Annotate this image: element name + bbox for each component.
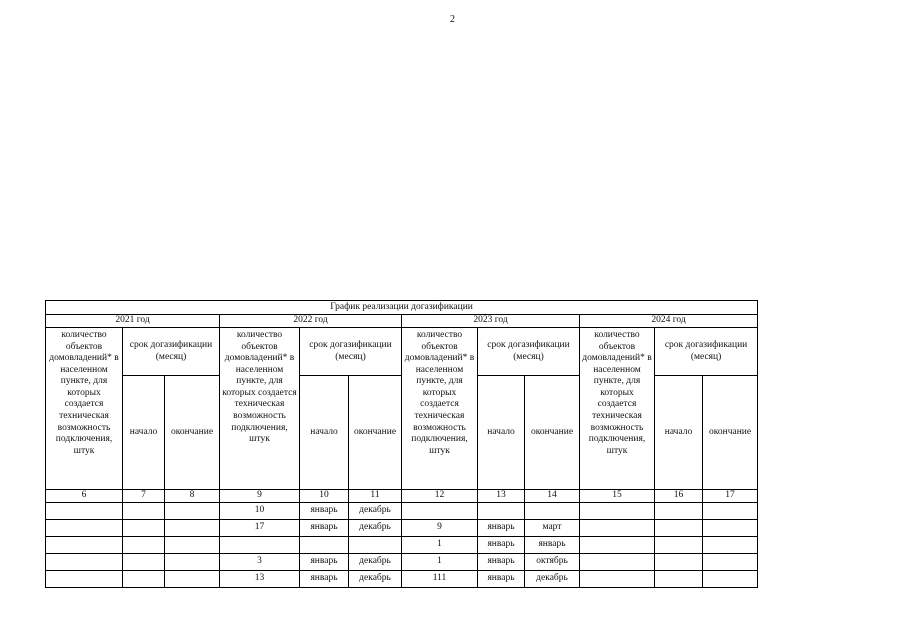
table-cell	[655, 502, 703, 519]
table-cell	[46, 519, 123, 536]
end-header-2024: окончание	[703, 376, 758, 490]
start-header-2022: начало	[300, 376, 349, 490]
table-cell	[580, 553, 655, 570]
table-cell	[46, 553, 123, 570]
table-cell	[402, 502, 478, 519]
table-cell: 13	[220, 570, 300, 587]
column-number: 11	[349, 490, 402, 503]
table-cell: январь	[478, 570, 525, 587]
table-body	[46, 502, 758, 587]
table-cell	[300, 536, 349, 553]
year-2022-header: 2022 год	[220, 315, 402, 328]
table-cell	[703, 502, 758, 519]
column-number: 7	[123, 490, 165, 503]
table-cell	[123, 553, 165, 570]
period-header-2022: срок догазификации (месяц)	[300, 328, 402, 376]
table-row	[46, 570, 758, 587]
table-cell	[478, 502, 525, 519]
table-cell	[123, 519, 165, 536]
table-cell	[165, 536, 220, 553]
table-cell	[580, 519, 655, 536]
column-number-row	[46, 490, 758, 503]
table-cell	[123, 536, 165, 553]
table-cell: январь	[300, 570, 349, 587]
table-cell	[123, 570, 165, 587]
table-cell	[46, 502, 123, 519]
count-header-2023: количество объектов домовладений* в населенном пункте, для которых создается техническая возможность подключения, штук	[402, 328, 478, 490]
table-cell	[703, 536, 758, 553]
table-cell	[46, 570, 123, 587]
column-number: 10	[300, 490, 349, 503]
count-header-2022: количество объектов домовладений* в населенном пункте, для которых создается техническая возможность подключения, штук	[220, 328, 300, 490]
column-number: 13	[478, 490, 525, 503]
column-number: 8	[165, 490, 220, 503]
dogazification-schedule-table	[45, 300, 758, 588]
period-header-2024: срок догазификации (месяц)	[655, 328, 758, 376]
table-cell	[703, 519, 758, 536]
table-cell	[165, 519, 220, 536]
table-cell	[525, 502, 580, 519]
period-header-2021: срок догазификации (месяц)	[123, 328, 220, 376]
column-number: 12	[402, 490, 478, 503]
end-header-2022: окончание	[349, 376, 402, 490]
start-header-2023: начало	[478, 376, 525, 490]
table-cell: декабрь	[349, 553, 402, 570]
year-2023-header: 2023 год	[402, 315, 580, 328]
table-cell: январь	[478, 536, 525, 553]
count-header-2021: количество объектов домовладений* в населенном пункте, для которых создается техническая возможность подключения, штук	[46, 328, 123, 490]
table-cell: январь	[300, 519, 349, 536]
column-number: 15	[580, 490, 655, 503]
count-header-2024: количество объектов домовладений* в населенном пункте, для которых создается техническая возможность подключения, штук	[580, 328, 655, 490]
table-row	[46, 519, 758, 536]
table-cell	[580, 502, 655, 519]
start-header-2021: начало	[123, 376, 165, 490]
table-cell	[165, 502, 220, 519]
table-cell	[655, 536, 703, 553]
table-cell	[220, 536, 300, 553]
table-row	[46, 553, 758, 570]
table-cell: 1	[402, 536, 478, 553]
period-header-2023: срок догазификации (месяц)	[478, 328, 580, 376]
table-cell	[655, 553, 703, 570]
end-header-2021: окончание	[165, 376, 220, 490]
table-row	[46, 502, 758, 519]
table-cell: 1	[402, 553, 478, 570]
table-cell: январь	[300, 553, 349, 570]
table-cell: март	[525, 519, 580, 536]
table-cell	[703, 553, 758, 570]
year-2021-header: 2021 год	[46, 315, 220, 328]
table-cell	[46, 536, 123, 553]
column-number: 17	[703, 490, 758, 503]
table-cell: январь	[478, 553, 525, 570]
table-cell: 111	[402, 570, 478, 587]
table-row	[46, 536, 758, 553]
table-cell: декабрь	[525, 570, 580, 587]
column-number: 16	[655, 490, 703, 503]
table-cell	[580, 570, 655, 587]
table-cell: декабрь	[349, 519, 402, 536]
table-cell	[165, 570, 220, 587]
end-header-2023: окончание	[525, 376, 580, 490]
year-2024-header: 2024 год	[580, 315, 758, 328]
table-cell	[123, 502, 165, 519]
table-title: График реализации догазификации	[46, 301, 758, 315]
table-cell: октябрь	[525, 553, 580, 570]
start-header-2024: начало	[655, 376, 703, 490]
table-cell	[349, 536, 402, 553]
table-cell: 10	[220, 502, 300, 519]
table-cell: 3	[220, 553, 300, 570]
page-number: 2	[450, 14, 455, 25]
table-cell: декабрь	[349, 502, 402, 519]
table-cell	[655, 519, 703, 536]
table-cell	[165, 553, 220, 570]
column-number: 6	[46, 490, 123, 503]
table-cell: 9	[402, 519, 478, 536]
table-cell	[703, 570, 758, 587]
column-number: 14	[525, 490, 580, 503]
table-cell: 17	[220, 519, 300, 536]
table-cell: январь	[478, 519, 525, 536]
table-cell	[580, 536, 655, 553]
column-number: 9	[220, 490, 300, 503]
table-cell	[655, 570, 703, 587]
table-cell: январь	[300, 502, 349, 519]
table-cell: декабрь	[349, 570, 402, 587]
table-cell: январь	[525, 536, 580, 553]
